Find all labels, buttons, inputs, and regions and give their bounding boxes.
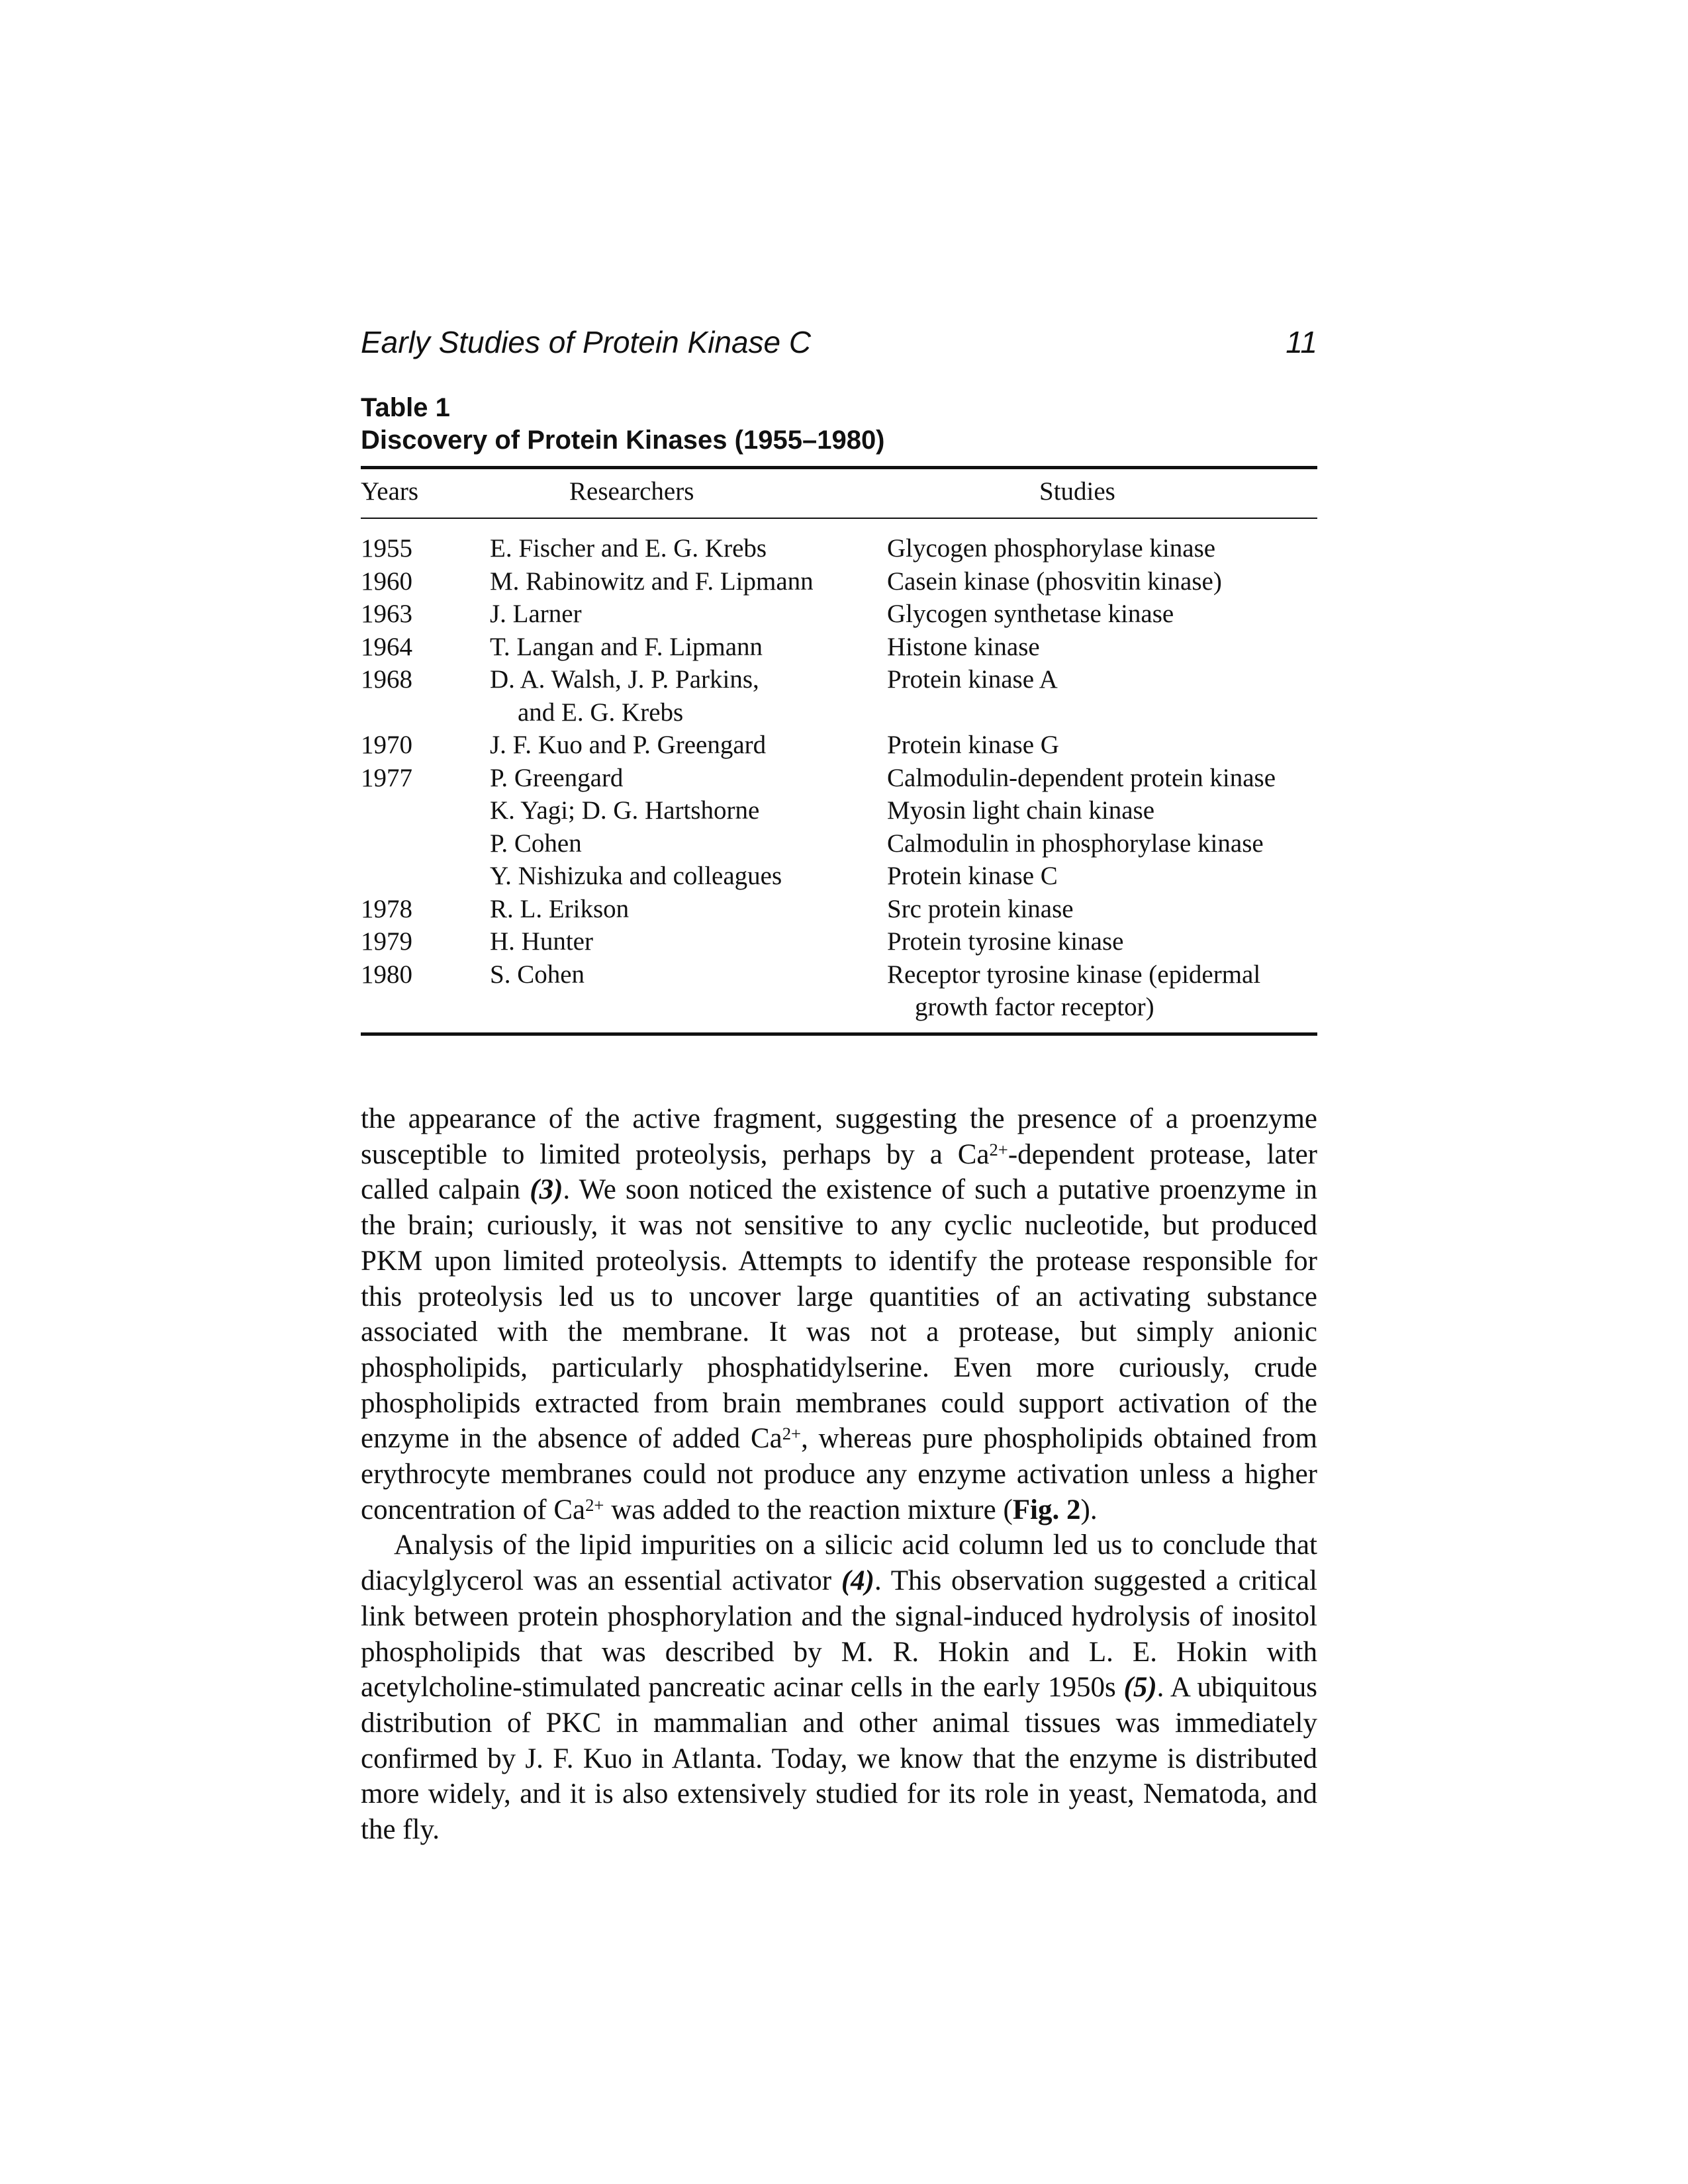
cell-study: Histone kinase <box>887 632 1040 661</box>
cell-researchers <box>490 663 887 729</box>
column-header-studies: Studies <box>1039 477 1115 506</box>
table-row <box>361 532 1317 565</box>
cell-study: Glycogen synthetase kinase <box>887 600 1174 628</box>
text-run: ). <box>1080 1494 1098 1525</box>
running-head-title: Early Studies of Protein Kinase C <box>361 325 812 359</box>
table-bottom-rule <box>361 1032 1317 1036</box>
cell-researchers: H. Hunter <box>490 927 593 956</box>
body-text <box>361 1101 1317 1848</box>
table-row <box>361 958 1317 1024</box>
cell-year: 1955 <box>361 534 412 563</box>
cell-study-line: Receptor tyrosine kinase (epidermal <box>887 960 1261 989</box>
table-row <box>361 663 1317 729</box>
table-body <box>361 532 1317 1024</box>
cell-year: 1964 <box>361 632 412 661</box>
cell-researchers: K. Yagi; D. G. Hartshorne <box>490 796 760 825</box>
table-row <box>361 794 1317 827</box>
table-row <box>361 598 1317 631</box>
cell-study <box>887 958 1317 1024</box>
cell-researchers-line: D. A. Walsh, J. P. Parkins, <box>490 665 759 694</box>
cell-researchers: P. Cohen <box>490 829 582 858</box>
cell-study: Calmodulin in phosphorylase kinase <box>887 829 1264 858</box>
table-header-rule <box>361 518 1317 519</box>
cell-year: 1963 <box>361 600 412 628</box>
text-run: the appearance of the active fragment, suggesting the presence of a proenzyme susceptible to limited proteolysis, perhaps by a Ca <box>361 1103 1317 1170</box>
text-run: Analysis of the lipid impurities on a silicic acid column led us to conclude that diacylglycerol was an essential activator <box>361 1529 1317 1597</box>
table-row <box>361 860 1317 893</box>
superscript: 2+ <box>989 1139 1008 1160</box>
text-run: -dependent protease, later called calpain <box>361 1138 1317 1206</box>
cell-study: Casein kinase (phosvitin kinase) <box>887 567 1222 596</box>
cell-researchers: J. F. Kuo and P. Greengard <box>490 731 767 759</box>
cell-year: 1970 <box>361 731 412 759</box>
cell-researchers: R. L. Erikson <box>490 894 630 923</box>
column-header-years: Years <box>361 477 419 506</box>
cell-year <box>361 827 490 860</box>
table-caption <box>361 392 1317 457</box>
cell-study: Myosin light chain kinase <box>887 796 1155 825</box>
citation-ref: (4) <box>841 1565 874 1597</box>
citation-ref: (3) <box>530 1174 563 1206</box>
table-label: Table 1 <box>361 393 450 422</box>
cell-researchers: E. Fischer and E. G. Krebs <box>490 534 767 563</box>
figure-ref: Fig. 2 <box>1012 1494 1081 1525</box>
paragraph <box>361 1101 1317 1527</box>
cell-year: 1968 <box>361 665 412 694</box>
text-run: . We soon noticed the existence of such a putative proenzyme in the brain; curiously, it was not sensitive to any cyclic nucleotide, but produced PKM upon limited proteolysis. Attempts to identify the protease responsible for this proteolysis led us to uncover large quantities of an activating substance associated with the membrane. It was not a protease, but simply anionic phospholipids, particularly phosphatidylserine. Even more curiously, crude phospholipids extracted from brain membranes could support activation of the enzyme in the absence of added Ca <box>361 1174 1317 1455</box>
cell-researchers: Y. Nishizuka and colleagues <box>490 862 782 890</box>
cell-researchers: T. Langan and F. Lipmann <box>490 632 763 661</box>
citation-ref: (5) <box>1123 1672 1157 1704</box>
cell-study: Glycogen phosphorylase kinase <box>887 534 1216 563</box>
paragraph <box>361 1527 1317 1847</box>
running-head <box>361 324 1317 364</box>
cell-year <box>361 860 490 893</box>
text-run: . This observation suggested a critical link between protein phosphorylation and the signal-induced hydrolysis of inositol phospholipids that was described by M. R. Hokin and L. E. Hokin with acetylcholine-stimulated pancreatic acinar cells in the early 1950s <box>361 1565 1318 1704</box>
cell-researchers: P. Greengard <box>490 763 624 792</box>
cell-researchers: M. Rabinowitz and F. Lipmann <box>490 567 814 596</box>
column-header-researchers: Researchers <box>569 477 694 506</box>
cell-year: 1960 <box>361 567 412 596</box>
superscript: 2+ <box>585 1494 604 1515</box>
table-row <box>361 827 1317 860</box>
cell-study: Src protein kinase <box>887 894 1074 923</box>
cell-researchers: S. Cohen <box>490 960 585 989</box>
table-row <box>361 729 1317 762</box>
table-row <box>361 762 1317 795</box>
table-row <box>361 893 1317 926</box>
table-top-rule <box>361 466 1317 469</box>
cell-study: Protein kinase G <box>887 731 1059 759</box>
text-run: . A ubiquitous distribution of PKC in mammalian and other animal tissues was immediately confirmed by J. F. Kuo in Atlanta. Today, we know that the enzyme is distributed more widely, and it is also extensively studied for its role in yeast, Nematoda, and the fly. <box>361 1672 1317 1846</box>
table-row <box>361 631 1317 664</box>
cell-study-continuation: growth factor receptor) <box>915 993 1154 1021</box>
cell-year: 1979 <box>361 927 412 956</box>
cell-year: 1977 <box>361 763 412 792</box>
table-header-row <box>361 477 1317 514</box>
cell-researchers: J. Larner <box>490 600 582 628</box>
cell-year <box>361 794 490 827</box>
table-row <box>361 925 1317 958</box>
cell-study: Calmodulin-dependent protein kinase <box>887 763 1276 792</box>
text-run: , whereas pure phospholipids obtained from erythrocyte membranes could not produce any enzyme activation unless a higher concentration of Ca <box>361 1423 1317 1525</box>
cell-study: Protein kinase A <box>887 665 1058 694</box>
table-row <box>361 565 1317 598</box>
superscript: 2+ <box>782 1424 802 1444</box>
table-title: Discovery of Protein Kinases (1955–1980) <box>361 426 885 455</box>
cell-study: Protein tyrosine kinase <box>887 927 1124 956</box>
cell-year: 1980 <box>361 960 412 989</box>
page-number: 11 <box>1286 325 1317 359</box>
cell-year: 1978 <box>361 894 412 923</box>
text-run: was added to the reaction mixture ( <box>604 1494 1013 1525</box>
cell-study: Protein kinase C <box>887 862 1058 890</box>
cell-researchers-continuation: and E. G. Krebs <box>518 698 684 727</box>
